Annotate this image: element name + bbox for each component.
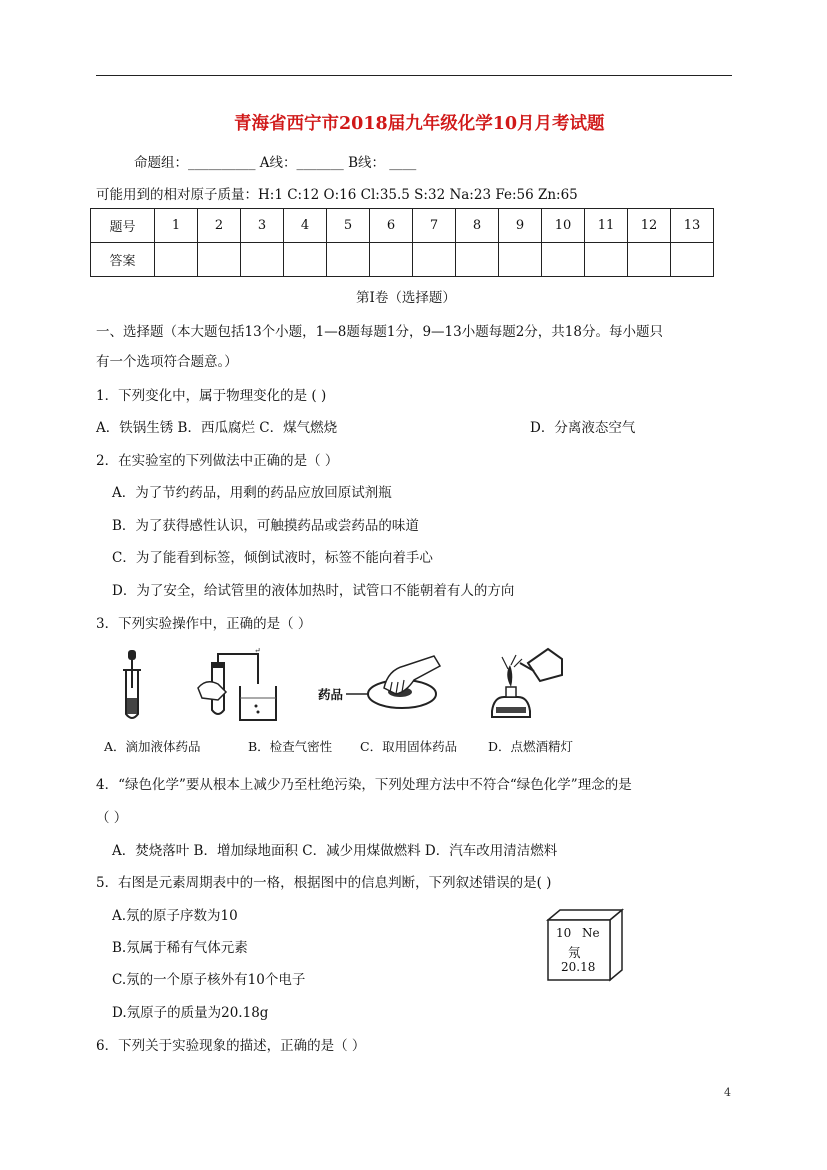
table-cell: 答案 <box>91 243 155 277</box>
answer-cell[interactable] <box>542 243 585 277</box>
q3-caption-c: C．取用固体药品 <box>360 739 458 754</box>
q5-option-a: A.氖的原子序数为10 <box>112 908 238 924</box>
answer-cell[interactable] <box>327 243 370 277</box>
answer-table <box>90 208 714 277</box>
intro-line-2: 有一个选项符合题意。） <box>96 354 238 370</box>
element-number: 10 <box>556 926 572 940</box>
table-cell: 10 <box>542 209 585 243</box>
q5-stem: 5．右图是元素周期表中的一格，根据图中的信息判断，下列叙述错误的是( ) <box>96 875 552 891</box>
answer-cell[interactable] <box>499 243 542 277</box>
answer-cell[interactable] <box>284 243 327 277</box>
answer-cell[interactable] <box>370 243 413 277</box>
q4-stem: 4．“绿色化学”要从根本上减少乃至杜绝污染，下列处理方法中不符合“绿色化学”理念的是 <box>96 777 632 793</box>
element-mass: 20.18 <box>561 960 596 974</box>
answer-cell[interactable] <box>585 243 628 277</box>
table-cell: 3 <box>241 209 284 243</box>
table-cell: 12 <box>628 209 671 243</box>
dropper-test-tube-figure <box>118 648 148 724</box>
table-cell: 2 <box>198 209 241 243</box>
q2-option-d: D．为了安全，给试管里的液体加热时，试管口不能朝着有人的方向 <box>112 583 515 599</box>
table-cell: 6 <box>370 209 413 243</box>
q3-caption-d: D．点燃酒精灯 <box>488 739 574 754</box>
airtightness-figure <box>196 648 282 726</box>
element-name: 氖 <box>568 945 581 960</box>
page-number: 4 <box>724 1086 731 1099</box>
q2-stem: 2．在实验室的下列做法中正确的是（ ） <box>96 453 339 469</box>
section-title: 第Ⅰ卷（选择题） <box>356 290 456 306</box>
q3-caption-b: B．检查气密性 <box>248 739 333 754</box>
q6-stem: 6．下列关于实验现象的描述，正确的是（ ） <box>96 1038 366 1054</box>
q3-caption-a: A．滴加液体药品 <box>104 739 201 754</box>
answer-cell[interactable] <box>456 243 499 277</box>
q2-option-a: A．为了节约药品，用剩的药品应放回原试剂瓶 <box>112 485 392 501</box>
q2-option-b: B．为了获得感性认识，可触摸药品或尝药品的味道 <box>112 518 419 534</box>
table-cell: 13 <box>671 209 714 243</box>
table-row <box>91 243 714 277</box>
table-cell: 8 <box>456 209 499 243</box>
svg-text:↵: ↵ <box>254 648 261 655</box>
q1-option-d: D．分离液态空气 <box>530 420 636 436</box>
answer-cell[interactable] <box>628 243 671 277</box>
alcohol-lamp-figure <box>486 645 568 721</box>
page-title: 青海省西宁市2018届九年级化学10月月考试题 <box>234 114 605 134</box>
answer-cell[interactable] <box>198 243 241 277</box>
answer-cell[interactable] <box>155 243 198 277</box>
q4-options: A．焚烧落叶 B．增加绿地面积 C．减少用煤做燃料 D．汽车改用清洁燃料 <box>112 843 558 859</box>
q1-options-abc: A．铁锅生锈 B．西瓜腐烂 C．煤气燃烧 <box>96 420 338 436</box>
table-cell: 9 <box>499 209 542 243</box>
q5-option-b: B.氖属于稀有气体元素 <box>112 940 248 956</box>
table-cell: 7 <box>413 209 456 243</box>
intro-line-1: 一、选择题（本大题包括13个小题，1—8题每题1分，9—13小题每题2分，共18分。每小题只 <box>96 324 663 340</box>
table-cell: 题号 <box>91 209 155 243</box>
reagent-label: 药品 <box>318 687 344 702</box>
q1-stem: 1．下列变化中，属于物理变化的是 ( ) <box>96 388 327 404</box>
header-rule <box>96 75 732 76</box>
table-row <box>91 209 714 243</box>
q3-stem: 3．下列实验操作中，正确的是（ ） <box>96 616 312 632</box>
solid-reagent-figure <box>344 652 444 718</box>
answer-cell[interactable] <box>241 243 284 277</box>
answer-cell[interactable] <box>671 243 714 277</box>
table-cell: 5 <box>327 209 370 243</box>
q5-option-d: D.氖原子的质量为20.18g <box>112 1005 269 1021</box>
table-cell: 11 <box>585 209 628 243</box>
q4-paren: （ ） <box>96 810 128 826</box>
element-symbol: Ne <box>582 926 600 940</box>
table-cell: 4 <box>284 209 327 243</box>
atomic-masses: 可能用到的相对原子质量：H:1 C:12 O:16 Cl:35.5 S:32 Na:23 Fe:56 Zn:65 <box>96 187 578 203</box>
group-line: 命题组：__________ A线：_______ B线： ____ <box>134 155 417 171</box>
q2-option-c: C．为了能看到标签，倾倒试液时，标签不能向着手心 <box>112 550 433 566</box>
table-cell: 1 <box>155 209 198 243</box>
answer-cell[interactable] <box>413 243 456 277</box>
q5-option-c: C.氖的一个原子核外有10个电子 <box>112 972 306 988</box>
